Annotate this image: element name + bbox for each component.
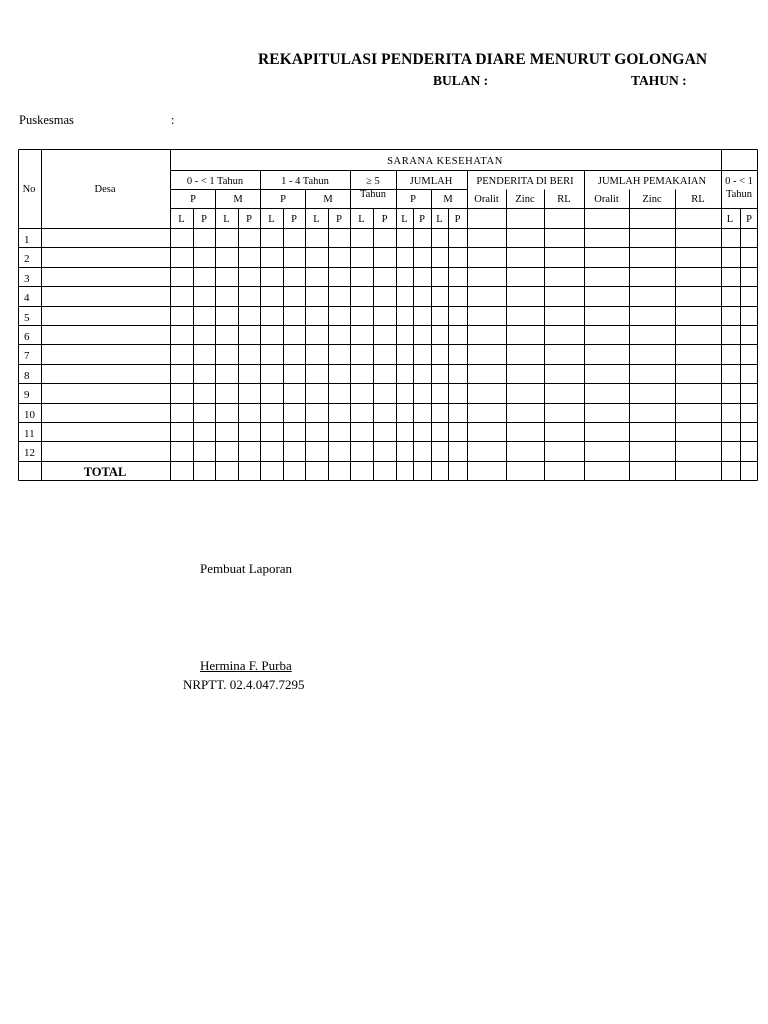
- puskesmas-label: Puskesmas: [19, 113, 74, 127]
- row-number: 5: [24, 312, 30, 324]
- group-header-sarana: SARANA KESEHATAN: [387, 156, 503, 167]
- puskesmas-colon: :: [171, 113, 175, 127]
- gender-label-4: L: [268, 214, 275, 225]
- right-age-unit: Tahun: [725, 189, 753, 200]
- row-number: 3: [24, 273, 30, 285]
- signatory-name: Hermina F. Purba: [200, 658, 292, 673]
- gender-label-11: P: [419, 214, 425, 225]
- age-group-1-4: 1 - 4 Tahun: [281, 176, 329, 187]
- gender-label-3: P: [246, 214, 252, 225]
- treatment-item-3: Oralit: [594, 194, 619, 205]
- treatment-item-2: RL: [557, 194, 571, 205]
- treatment-item-0: Oralit: [474, 194, 499, 205]
- treatment-item-1: Zinc: [515, 194, 535, 205]
- age-group-0-1: 0 - < 1 Tahun: [186, 176, 244, 187]
- row-number: 8: [24, 370, 30, 382]
- status-label-5: M: [443, 194, 453, 205]
- status-label-0: P: [190, 194, 196, 205]
- right-gender-p: P: [746, 214, 752, 225]
- col-no-header: No: [22, 184, 36, 195]
- row-number: 9: [24, 389, 30, 401]
- gender-label-6: L: [313, 214, 320, 225]
- status-label-3: M: [323, 194, 333, 205]
- treatment-item-4: Zinc: [642, 194, 662, 205]
- gender-label-7: P: [336, 214, 342, 225]
- right-age-group: 0 - < 1: [725, 176, 753, 187]
- document-title: REKAPITULASI PENDERITA DIARE MENURUT GOLONGAN: [258, 51, 708, 68]
- total-label: TOTAL: [83, 465, 127, 479]
- age-group-over5-unit: Tahun: [359, 189, 387, 200]
- row-number: 7: [24, 350, 30, 362]
- row-number: 11: [24, 428, 35, 440]
- gender-label-1: P: [201, 214, 207, 225]
- gender-label-10: L: [401, 214, 408, 225]
- col-desa-header: Desa: [94, 184, 116, 195]
- status-label-4: P: [410, 194, 416, 205]
- right-gender-l: L: [726, 214, 734, 225]
- row-number: 2: [24, 253, 30, 265]
- row-number: 12: [24, 447, 35, 459]
- gender-label-9: P: [381, 214, 388, 225]
- status-label-1: M: [233, 194, 243, 205]
- row-number: 1: [24, 234, 30, 246]
- year-label: TAHUN :: [631, 73, 687, 88]
- jumlah-header: JUMLAH: [409, 176, 453, 187]
- signatory-nrp: NRPTT. 02.4.047.7295: [183, 677, 305, 692]
- treated-header: PENDERITA DI BERI: [476, 176, 574, 187]
- gender-label-8: L: [358, 214, 365, 225]
- gender-label-13: P: [454, 214, 461, 225]
- treatment-item-5: RL: [691, 194, 705, 205]
- usage-header: JUMLAH PEMAKAIAN: [597, 176, 707, 187]
- gender-label-5: P: [291, 214, 297, 225]
- row-number: 6: [24, 331, 30, 343]
- age-group-over5: ≥ 5: [366, 176, 380, 187]
- gender-label-12: L: [436, 214, 443, 225]
- gender-label-0: L: [178, 214, 185, 225]
- gender-label-2: L: [223, 214, 230, 225]
- status-label-2: P: [280, 194, 286, 205]
- row-number: 10: [24, 409, 35, 421]
- row-number: 4: [24, 292, 30, 304]
- month-label: BULAN :: [433, 73, 489, 88]
- report-maker-label: Pembuat Laporan: [200, 561, 293, 576]
